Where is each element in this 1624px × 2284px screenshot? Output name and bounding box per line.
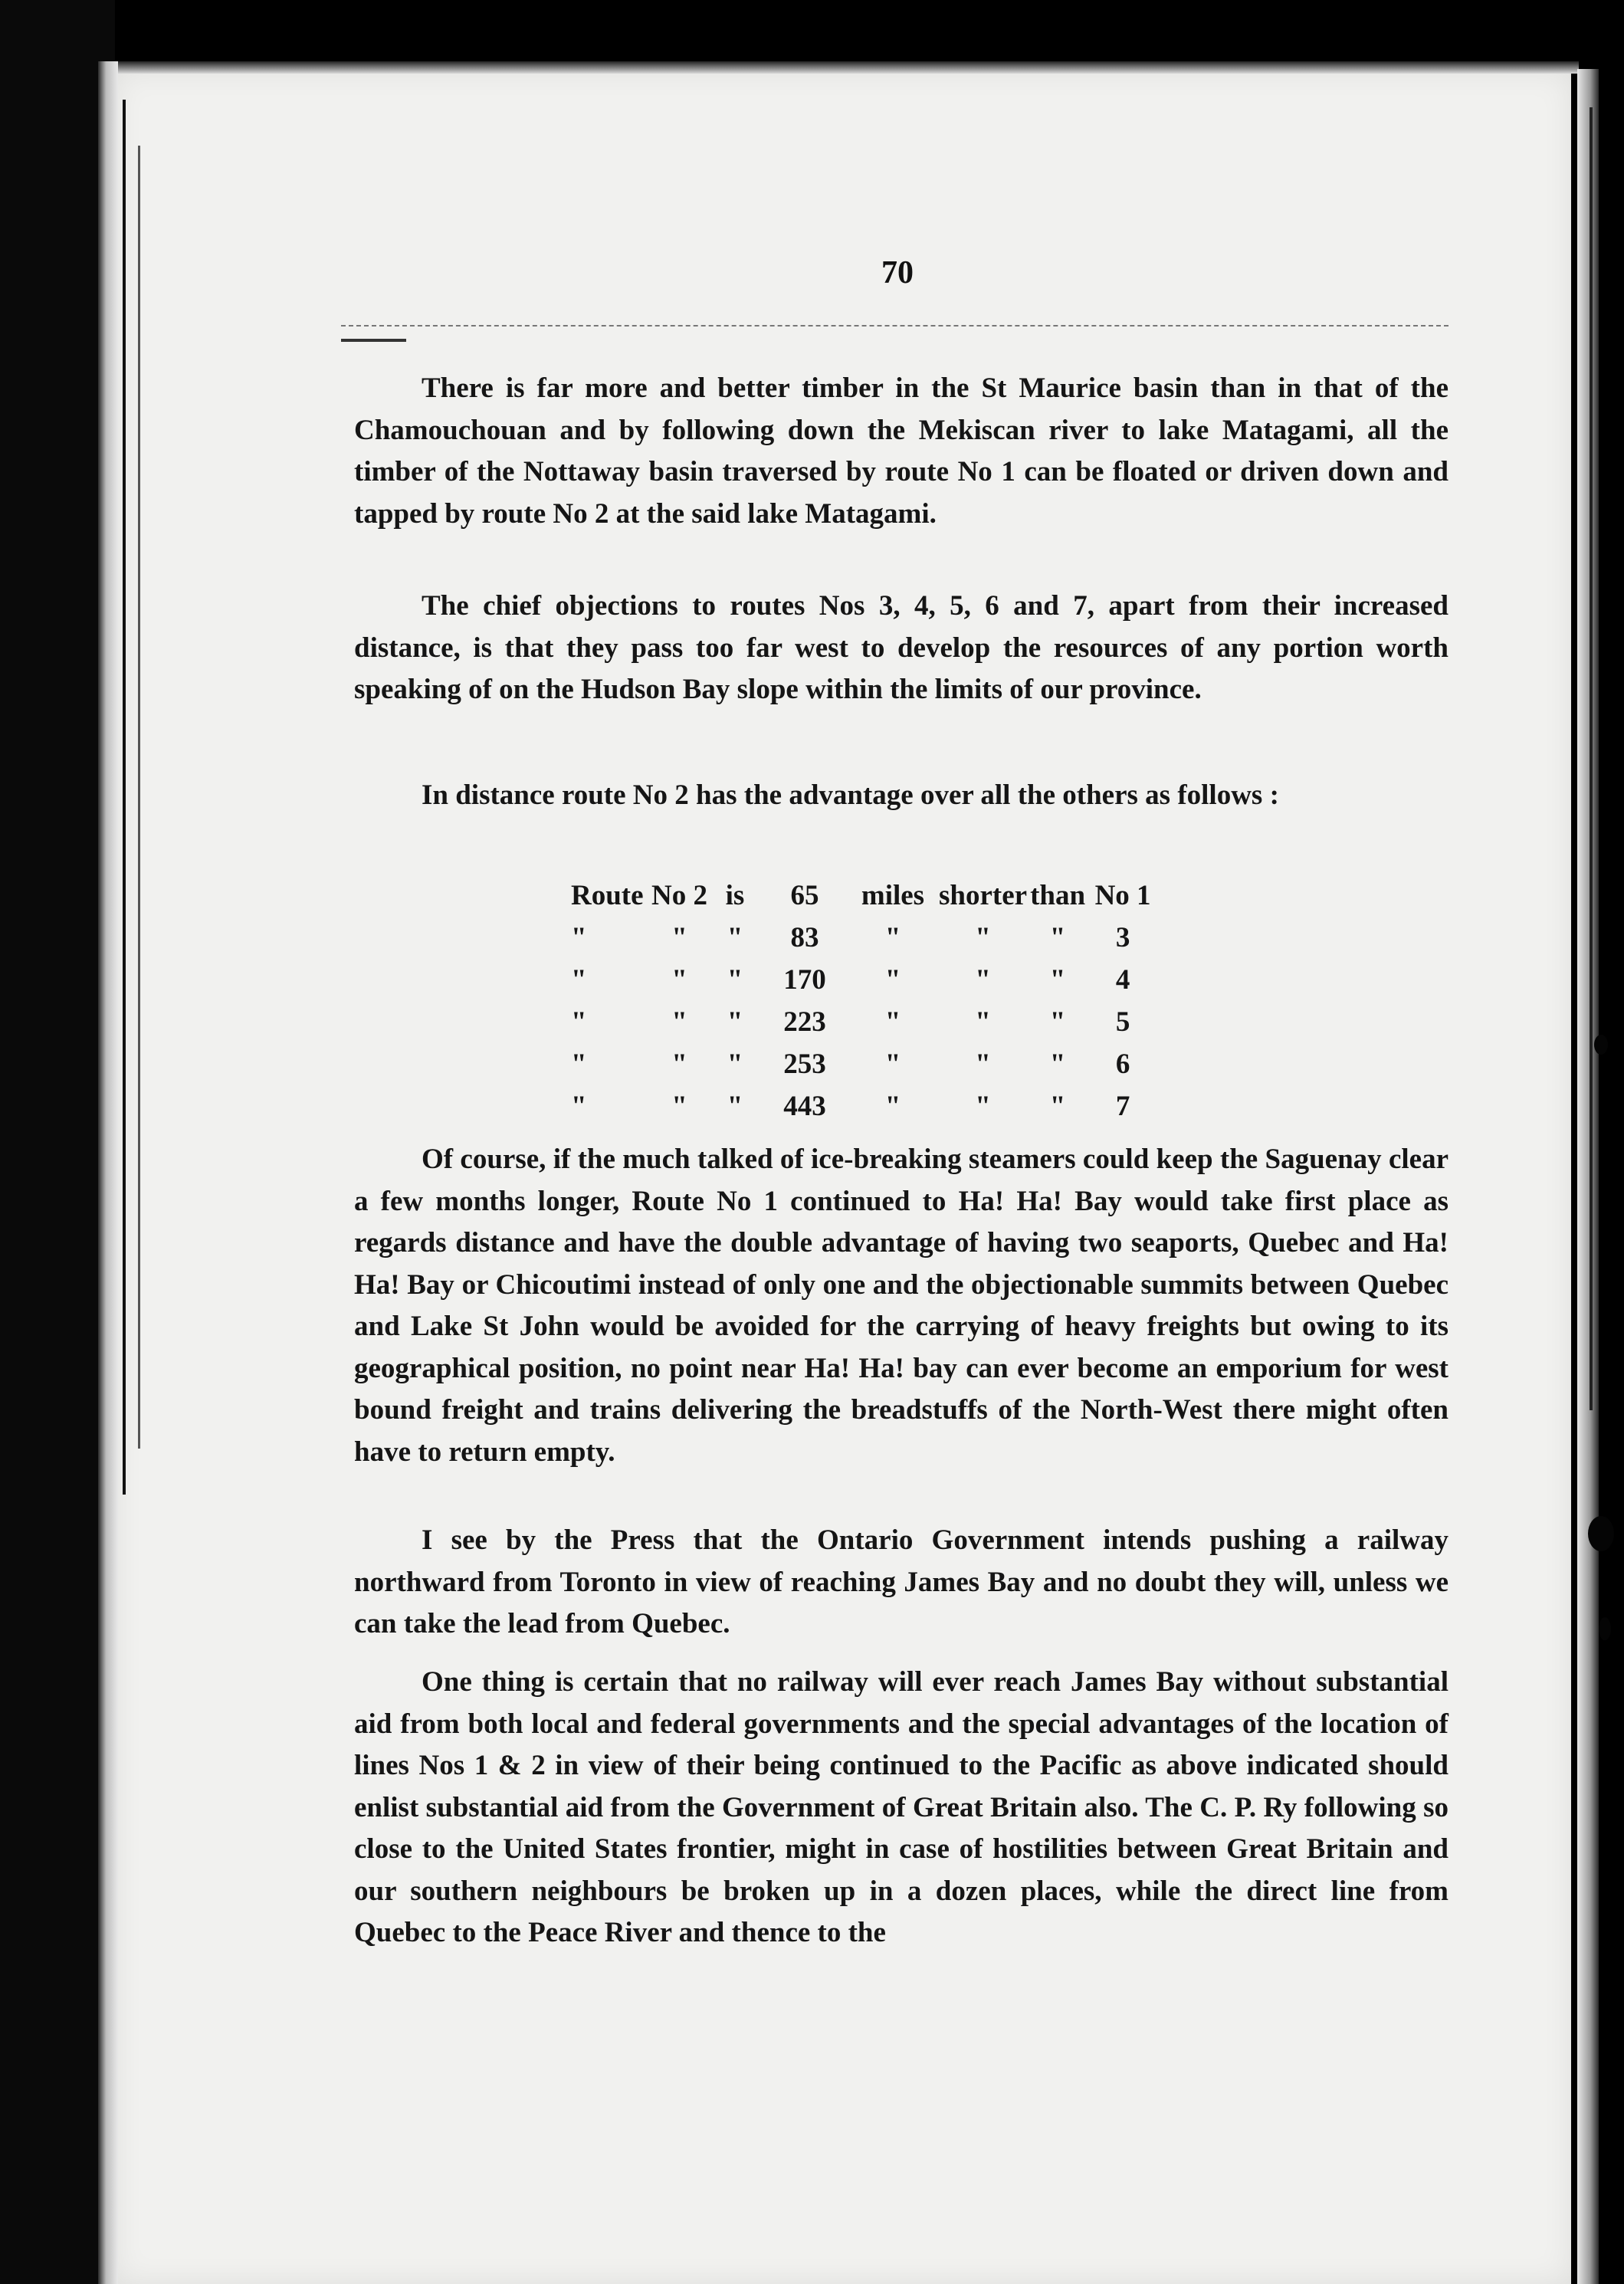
table-cell-route: " [571, 964, 587, 996]
table-cell-unit: " [884, 1048, 901, 1080]
distance-table [571, 875, 1157, 1127]
binding-line [1590, 107, 1593, 1410]
table-cell-is: " [727, 964, 743, 996]
table-cell-shorter: " [975, 922, 991, 953]
header-rule [341, 325, 1448, 328]
table-cell-target: No 1 [1094, 880, 1151, 911]
paragraph-distance-intro: In distance route No 2 has the advantage over all the others as follows : [422, 779, 1279, 811]
table-row [571, 959, 1157, 1001]
table-cell-shorter: shorter [938, 880, 1028, 911]
table-cell-route: " [571, 1048, 587, 1080]
table-cell-is: " [727, 922, 743, 953]
table-cell-target: 7 [1115, 1091, 1130, 1122]
table-cell-shorter: " [975, 1048, 991, 1080]
table-cell-is: " [727, 1091, 743, 1122]
scan-right-edge [1577, 69, 1599, 2284]
table-cell-shorter: " [975, 964, 991, 996]
table-cell-than: " [1049, 1091, 1066, 1122]
table-cell-than: " [1049, 1006, 1066, 1038]
table-cell-no: " [671, 922, 687, 953]
table-cell-miles: 65 [790, 880, 819, 911]
table-cell-miles: 443 [783, 1091, 826, 1122]
table-cell-is: is [725, 880, 745, 911]
table-cell-route: " [571, 922, 587, 953]
paragraph-ontario: I see by the Press that the Ontario Government intends pushing a railway northward from Toronto in view of reaching James Bay and no doubt they will, unless we can take the lead from Quebec. [354, 1524, 1448, 1639]
table-cell-miles: 170 [783, 964, 826, 996]
table-cell-target: 6 [1115, 1048, 1130, 1080]
table-cell-than: " [1049, 964, 1066, 996]
table-row [571, 1085, 1157, 1127]
paragraph-timber: There is far more and better timber in the St Maurice basin than in that of the Chamouchouan and by following down the Mekiscan river to lake Matagami, all the timber of the Nottaway basin traversed by route No 1 can be floated or driven down and tapped by route No 2 at the said lake Matagami. [354, 372, 1448, 530]
ink-blot [1594, 1035, 1608, 1055]
table-cell-target: 4 [1115, 964, 1130, 996]
table-cell-miles: 83 [790, 922, 819, 953]
scan-left-edge [98, 61, 118, 2284]
table-cell-no: " [671, 964, 687, 996]
table-cell-no: " [671, 1048, 687, 1080]
paragraph-james-bay: One thing is certain that no railway will ever reach James Bay without substantial aid from both local and federal governments and the special advantages of the location of lines Nos 1 & 2 in view of their being continued to the Pacific as above indicated should enlist substantial aid from the Government of Great Britain also. The C. P. Ry following so close to the United States frontier, might in case of hostilities between Great Britain and our southern neighbours be broken up in a dozen places, while the direct line from Quebec to the Peace River and thence to the [354, 1666, 1448, 1948]
table-row [571, 1001, 1157, 1043]
table-cell-than: than [1030, 880, 1086, 911]
scan-top-edge [115, 61, 1579, 74]
table-cell-than: " [1049, 922, 1066, 953]
table-cell-than: " [1049, 1048, 1066, 1080]
binding-line [138, 146, 140, 1449]
table-cell-unit: " [884, 964, 901, 996]
table-cell-is: " [727, 1048, 743, 1080]
table-cell-miles: 253 [783, 1048, 826, 1080]
paragraph-objections: The chief objections to routes Nos 3, 4, 5, 6 and 7, apart from their increased distance, is that they pass too far west to develop the resources of any portion worth speaking of on the Hudson Bay slope within the limits of our province. [354, 590, 1448, 705]
page-number: 70 [881, 255, 914, 290]
ink-blot [1599, 1617, 1611, 1640]
table-cell-miles: 223 [783, 1006, 826, 1038]
table-cell-unit: " [884, 1091, 901, 1122]
table-cell-route: Route [571, 880, 644, 911]
table-row [571, 1043, 1157, 1085]
table-cell-no: " [671, 1006, 687, 1038]
table-cell-route: " [571, 1091, 587, 1122]
table-cell-target: 3 [1115, 922, 1130, 953]
ink-blot [1588, 1516, 1614, 1551]
table-cell-no: " [671, 1091, 687, 1122]
binding-line [123, 100, 126, 1495]
table-cell-unit: " [884, 922, 901, 953]
table-cell-route: " [571, 1006, 587, 1038]
table-cell-unit: " [884, 1006, 901, 1038]
table-cell-no: No 2 [651, 880, 707, 911]
table-row [571, 875, 1157, 917]
table-cell-target: 5 [1115, 1006, 1130, 1038]
table-row [571, 917, 1157, 959]
header-rule-mark [341, 339, 406, 342]
table-cell-shorter: " [975, 1091, 991, 1122]
table-cell-unit: miles [861, 880, 925, 911]
paragraph-ice-breaking: Of course, if the much talked of ice-breaking steamers could keep the Saguenay clear a few months longer, Route No 1 continued to Ha! Ha! Bay would take first place as regards distance and have the double advantage of having two seaports, Quebec and Ha! Ha! Bay or Chicoutimi instead of only one and the objectionable summits between Quebec and Lake St John would be avoided for the carrying of heavy freights but owing to its geographical position, no point near Ha! Ha! bay can ever become an emporium for west bound freight and trains delivering the breadstuffs of the North-West there might often have to return empty. [354, 1144, 1448, 1468]
table-cell-shorter: " [975, 1006, 991, 1038]
table-cell-is: " [727, 1006, 743, 1038]
